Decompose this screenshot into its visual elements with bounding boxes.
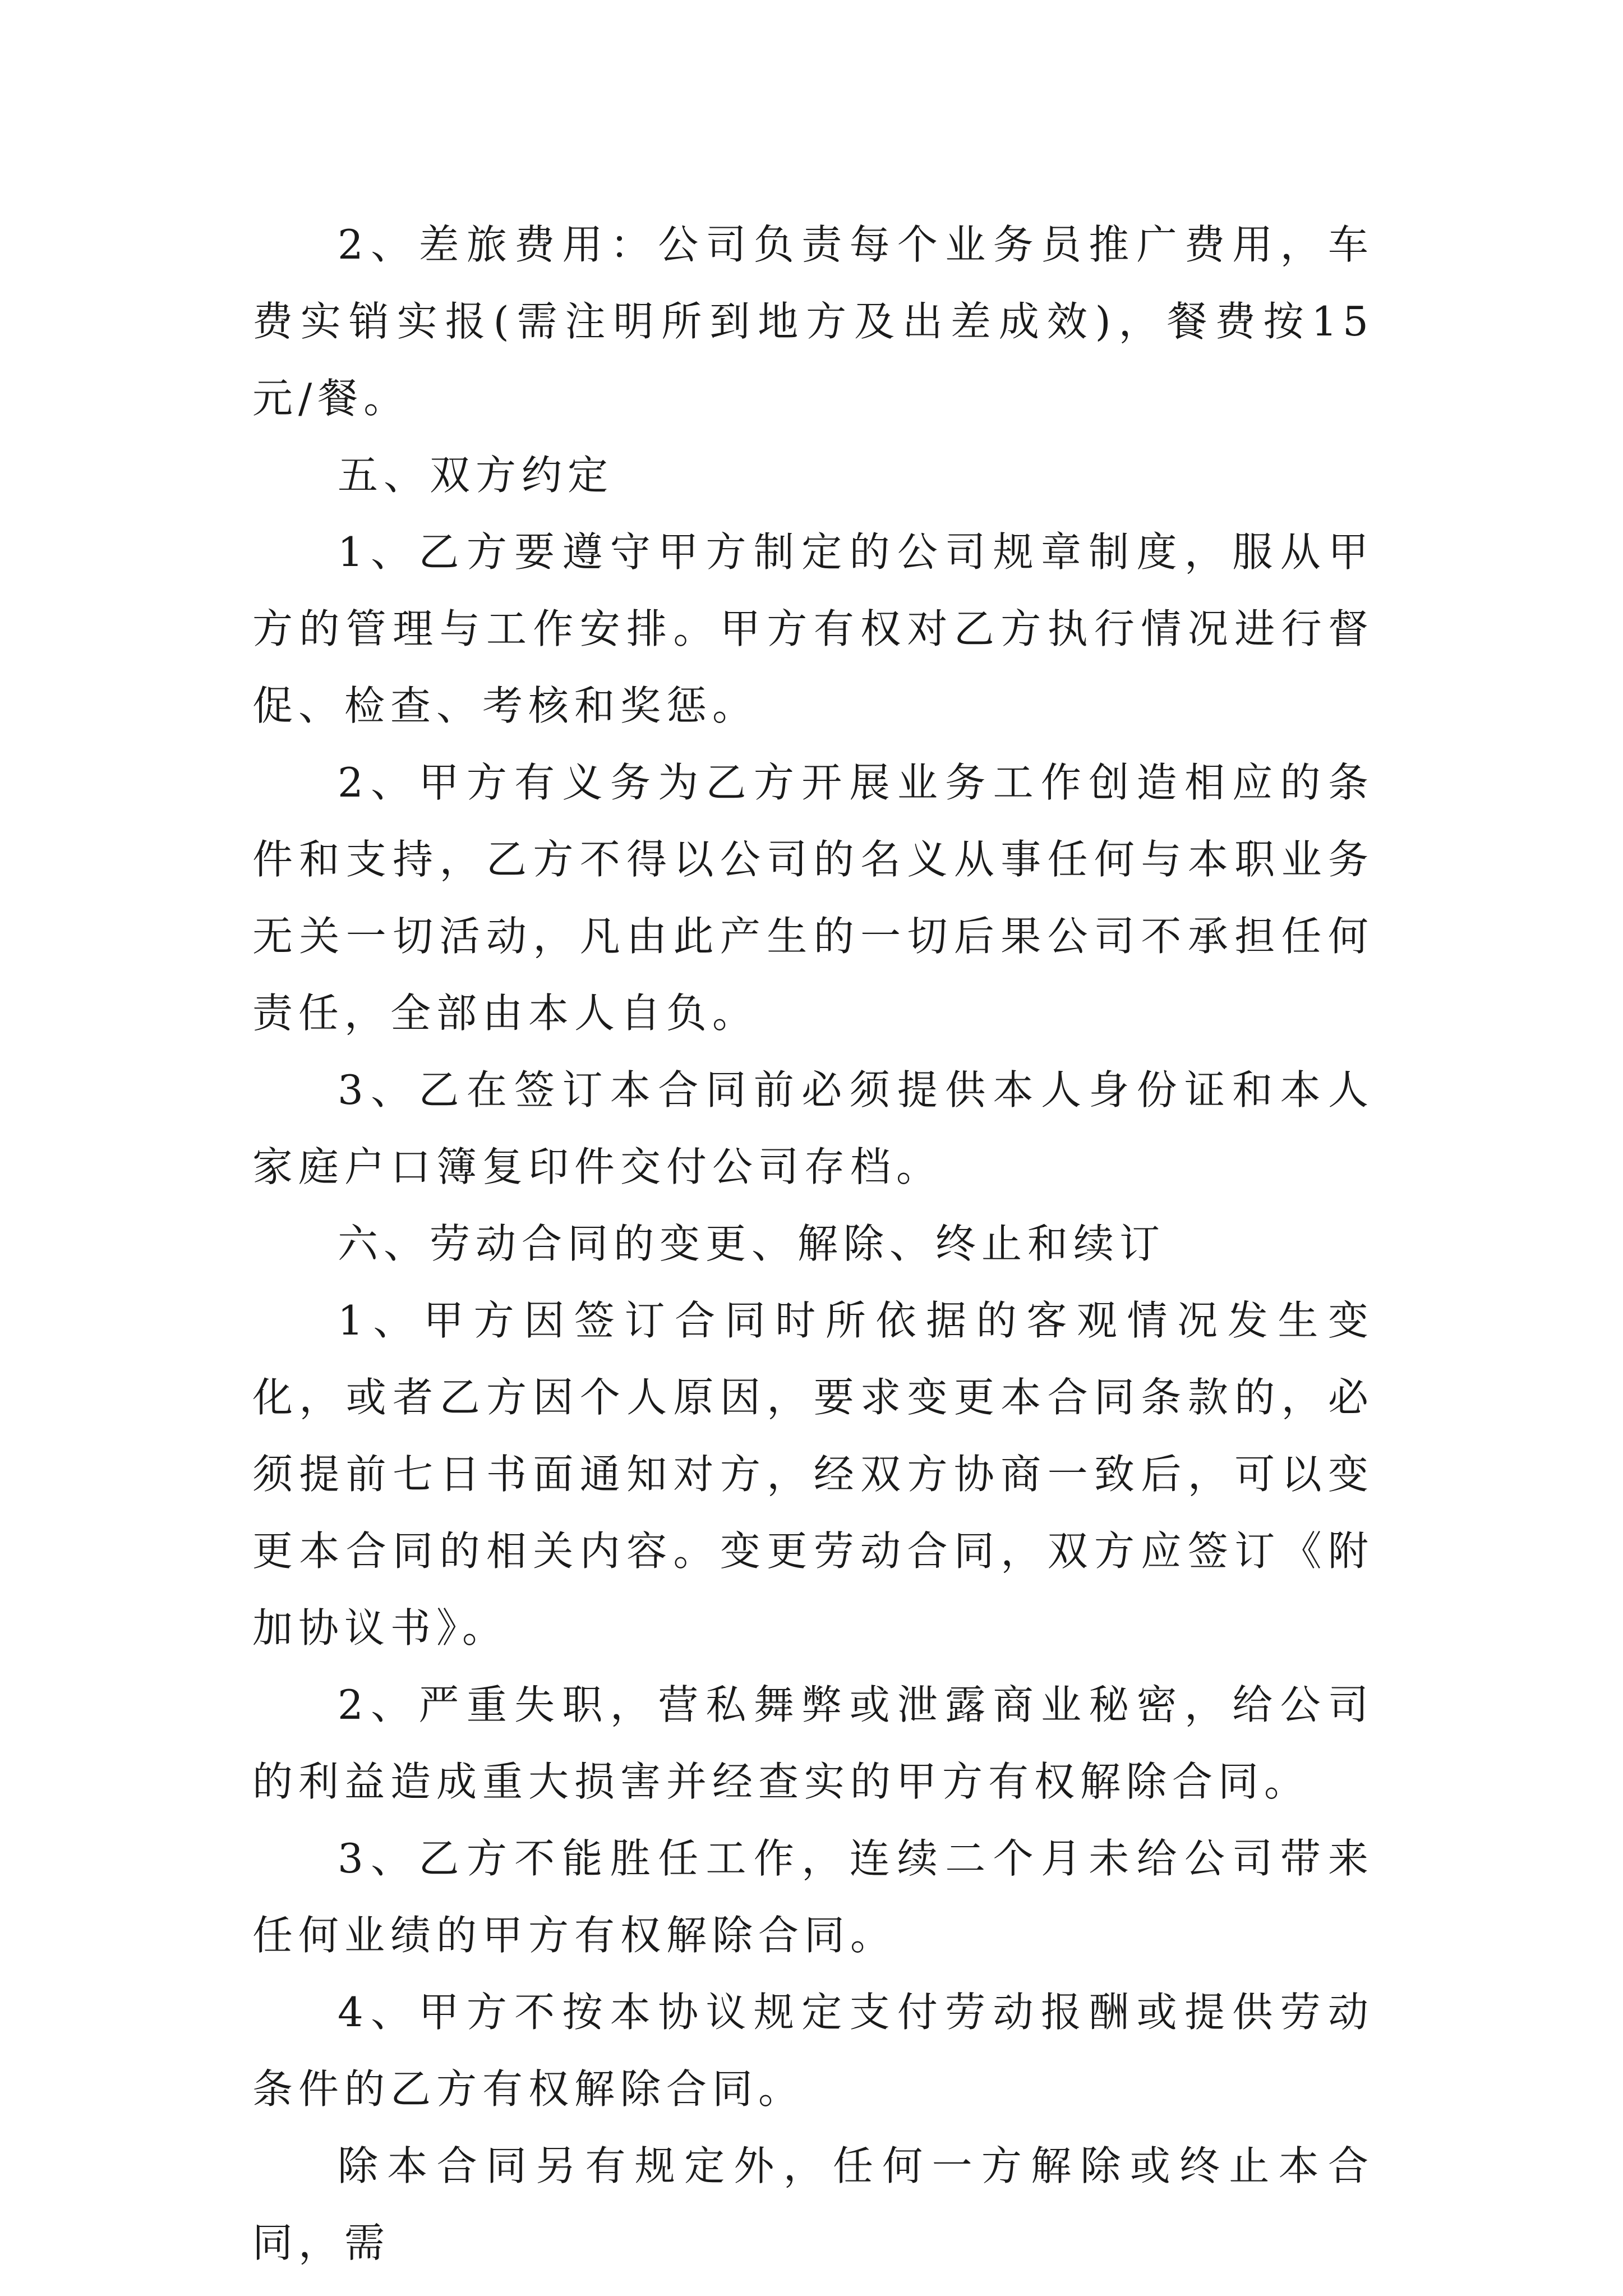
section-heading-mutual-agreement: 五、双方约定 (338, 452, 614, 499)
paragraph-rules-compliance: 1、乙方要遵守甲方制定的公司规章制度，服从甲方的管理与工作安排。甲方有权对乙方执行情况进行督促、检查、考核和奖惩。 (252, 528, 1374, 729)
paragraph-id-documents: 3、乙在签订本合同前必须提供本人身份证和本人家庭户口簿复印件交付公司存档。 (252, 1066, 1374, 1190)
document-body (252, 206, 1374, 2281)
paragraph-serious-misconduct: 2、严重失职，营私舞弊或泄露商业秘密，给公司的利益造成重大损害并经查实的甲方有权解除合同。 (252, 1681, 1374, 1805)
paragraph-incompetence: 3、乙方不能胜任工作，连续二个月未给公司带来任何业绩的甲方有权解除合同。 (252, 1835, 1374, 1959)
paragraph-termination-notice: 除本合同另有规定外，任何一方解除或终止本合同，需 (252, 2142, 1374, 2266)
paragraph-party-a-obligations: 2、甲方有义务为乙方开展业务工作创造相应的条件和支持，乙方不得以公司的名义从事任何与本职业务无关一切活动，凡由此产生的一切后果公司不承担任何责任，全部由本人自负。 (252, 759, 1374, 1037)
section-heading-contract-changes: 六、劳动合同的变更、解除、终止和续订 (338, 1220, 1166, 1267)
paragraph-party-b-termination: 4、甲方不按本协议规定支付劳动报酬或提供劳动条件的乙方有权解除合同。 (252, 1989, 1374, 2113)
paragraph-travel-expenses: 2、差旅费用：公司负责每个业务员推广费用，车费实销实报(需注明所到地方及出差成效)，餐费按15元/餐。 (252, 221, 1374, 422)
paragraph-contract-modification: 1、甲方因签订合同时所依据的客观情况发生变化，或者乙方因个人原因，要求变更本合同条款的，必须提前七日书面通知对方，经双方协商一致后，可以变更本合同的相关内容。变更劳动合同，双方应签订《附加协议书》。 (252, 1297, 1374, 1651)
